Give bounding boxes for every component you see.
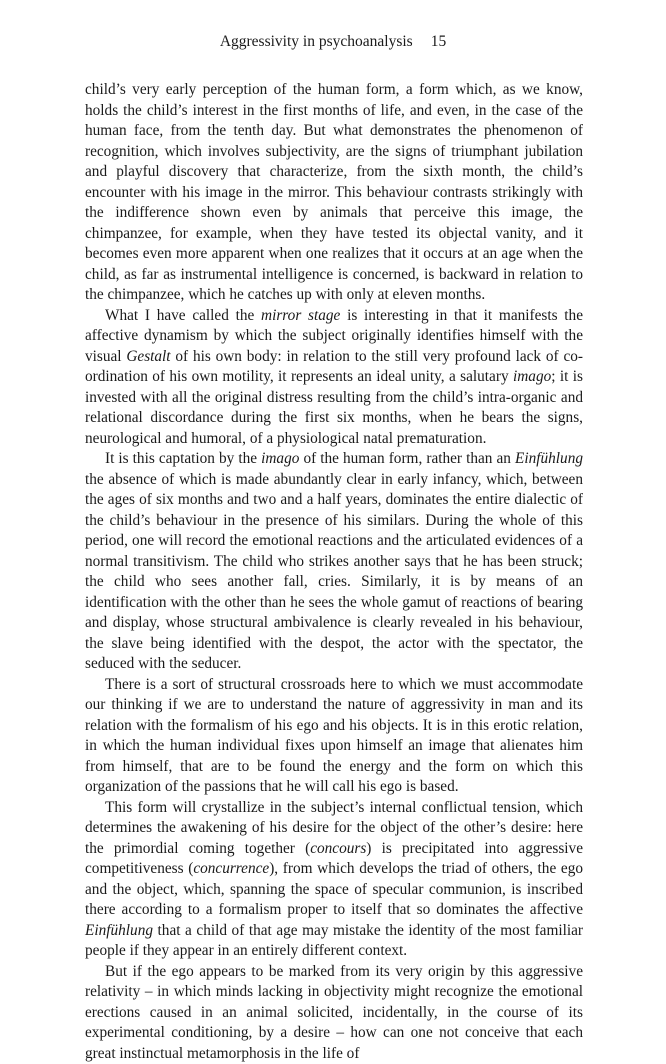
italic-term: Gestalt <box>126 348 170 365</box>
italic-term: mirror stage <box>261 307 340 324</box>
text-run: that a child of that age may mistake the identity of the most familiar people if they appear in an entirely different context. <box>85 922 583 960</box>
text-run: of the human form, rather than an <box>299 450 515 467</box>
text-run: the absence of which is made abundantly clear in early infancy, which, between the ages of six months and two and a half years, dominates the entire dialectic of the child’s behaviour in the presence of his similars. During the whole of this period, one will record the emotional reactions and the articulated evidences of a normal transitivism. The child who strikes another says that he has been struck; the child who sees another fall, cries. Similarly, it is by means of an identification with the other than he sees the whole gamut of reactions of bearing and display, whose structural ambivalence is clearly revealed in his behaviour, the slave being identified with the despot, the actor with the spectator, the seduced with the seducer. <box>85 471 583 673</box>
text-run: There is a sort of structural crossroads here to which we must accommodate our thinking if we are to understand the nature of aggressivity in man and its relation with the formalism of his ego and his objects. It is in this erotic relation, in which the human individual fixes upon himself an image that alienates him from himself, that are to be found the energy and the form on which this organization of the passions that he will call his ego is based. <box>85 676 583 796</box>
italic-term: Einfühlung <box>85 922 153 939</box>
text-run: This form will crystallize in the subject’s internal conflictual tension, which determines the awakening of his desire for the object of the other’s desire: here the primordial coming together ( <box>85 799 583 857</box>
text-run: of his own body: in relation to the still very profound lack of co-ordination of his own motility, it represents an ideal unity, a salutary <box>85 348 583 386</box>
running-head-title: Aggressivity in psychoanalysis <box>220 33 413 50</box>
text-run: What I have called the <box>105 307 261 324</box>
paragraph <box>85 962 583 1064</box>
text-run: It is this captation by the <box>105 450 261 467</box>
page-number: 15 <box>431 33 447 50</box>
paragraph <box>85 675 583 798</box>
text-run: ; it is invested with all the original distress resulting from the child’s intra-organic and relational discordance during the first six months, when he bears the signs, neurological and humoral, of a physiological natal prematuration. <box>85 368 583 447</box>
paragraph <box>85 306 583 450</box>
paragraph <box>85 798 583 962</box>
text-run: ) is precipitated into aggressive competitiveness ( <box>85 840 583 878</box>
italic-term: imago <box>513 368 551 385</box>
italic-term: concours <box>310 840 366 857</box>
paragraph <box>85 80 583 306</box>
body-text <box>85 80 583 1064</box>
italic-term: Einfühlung <box>515 450 583 467</box>
italic-term: concurrence <box>193 860 269 877</box>
text-run: ), from which develops the triad of others, the ego and the object, which, spanning the space of specular communion, is inscribed there according to a formalism proper to itself that so dominates the affective <box>85 860 583 918</box>
text-run: But if the ego appears to be marked from its very origin by this aggressive relativity – in which minds lacking in objectivity might recognize the emotional erections caused in an animal solicited, incidentally, in the course of its experimental conditioning, by a desire – how can one not conceive that each great instinctual metamorphosis in the life of <box>85 963 583 1062</box>
paragraph <box>85 449 583 675</box>
italic-term: imago <box>261 450 299 467</box>
text-run: is interesting in that it manifests the affective dynamism by which the subject originally identifies himself with the visual <box>85 307 583 365</box>
text-run: child’s very early perception of the human form, a form which, as we know, holds the child’s interest in the first months of life, and even, in the case of the human face, from the tenth day. But what demonstrates the phenomenon of recognition, which involves subjectivity, are the signs of triumphant jubilation and playful discovery that characterize, from the sixth month, the child’s encounter with his image in the mirror. This behaviour contrasts strikingly with the indifference shown even by animals that perceive this image, the chimpanzee, for example, when they have tested its objectal vanity, and it becomes even more apparent when one realizes that it occurs at an age when the child, as far as instrumental intelligence is concerned, is backward in relation to the chimpanzee, which he catches up with only at eleven months. <box>85 81 583 303</box>
running-head <box>0 33 666 51</box>
